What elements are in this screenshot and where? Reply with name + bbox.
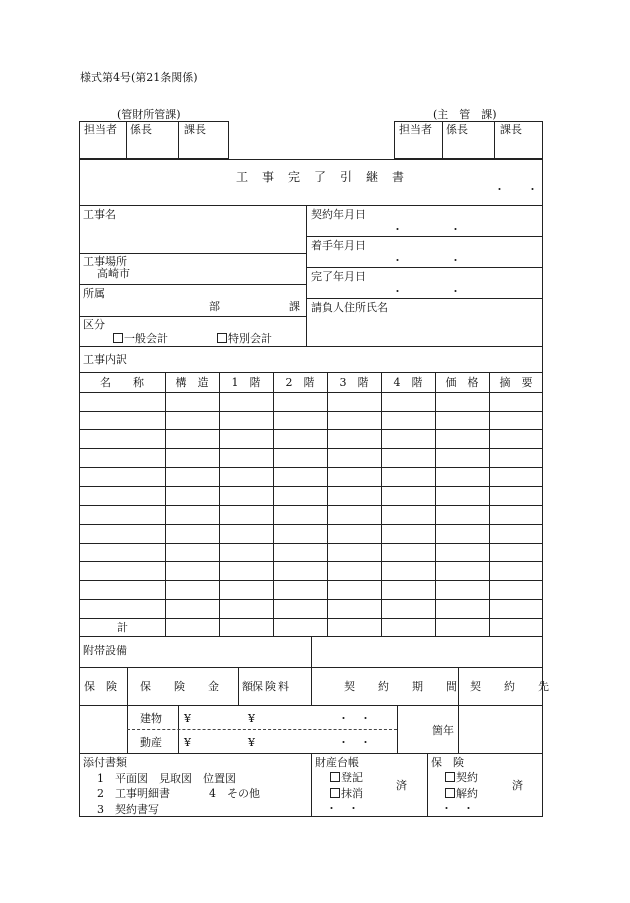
special-account-option[interactable] <box>217 333 272 344</box>
left-dept-label: (管財所管課) <box>117 108 181 121</box>
attachment-item-4: 4 その他 <box>209 787 260 800</box>
deletion-checkbox[interactable] <box>330 788 340 798</box>
section-unit: 課 <box>289 300 300 313</box>
table-row-divider <box>79 543 543 544</box>
table-row-divider <box>79 524 543 525</box>
work-location-label: 工事場所 <box>83 255 127 268</box>
dept-unit: 部 <box>209 300 220 313</box>
approval-left-tanto: 担当者 <box>84 123 117 136</box>
insurance-status-option-contract[interactable] <box>445 772 478 783</box>
general-account-option[interactable] <box>113 333 168 344</box>
insurance-row-building-type: 建物 <box>140 712 162 725</box>
table-row-divider <box>79 448 543 449</box>
insurance-years: 箇年 <box>432 724 454 737</box>
table-row-divider <box>79 429 543 430</box>
contract-date-label: 契約年月日 <box>311 208 366 221</box>
special-account-checkbox[interactable] <box>217 333 227 343</box>
equipment-label: 附帯設備 <box>83 644 127 657</box>
insurance-row-movables-premium: ¥ <box>248 736 255 749</box>
table-row-divider <box>79 505 543 506</box>
completion-date-label: 完了年月日 <box>311 270 366 283</box>
contract-checkbox[interactable] <box>445 772 455 782</box>
insurance-row-movables-type: 動産 <box>140 736 162 749</box>
table-row-divider <box>79 561 543 562</box>
insurance-status-option-cancel[interactable] <box>445 788 478 799</box>
approval-right-kacho: 課長 <box>500 123 522 136</box>
affiliation-label: 所属 <box>83 287 105 300</box>
insurance-header-type: 保 険 <box>84 680 117 693</box>
property-ledger-status: 済 <box>396 779 407 792</box>
breakdown-label: 工事内訳 <box>83 353 127 366</box>
column-header: 1 階 <box>231 376 261 389</box>
table-row-divider <box>79 392 543 393</box>
insurance-header-amount: 保 険 金 額 <box>140 680 259 693</box>
registration-checkbox[interactable] <box>330 772 340 782</box>
insurance-row-building-period: ・ ・ <box>338 712 371 725</box>
approval-right-tanto: 担当者 <box>399 123 432 136</box>
special-account-text: 特別会計 <box>228 332 272 345</box>
insurance-header-contractor: 契 約 先 <box>470 680 555 693</box>
attachment-item-1: 1 平面図 見取図 位置図 <box>97 772 236 785</box>
contract-date-dot-1: ・ <box>392 223 403 236</box>
approval-left-kacho: 課長 <box>184 123 206 136</box>
property-ledger-label: 財産台帳 <box>315 756 359 769</box>
completion-date-dot-2: ・ <box>450 285 461 298</box>
attachments-label: 添付書類 <box>83 756 127 769</box>
attachment-item-2: 2 工事明細書 <box>97 787 170 800</box>
column-header: 価 格 <box>445 376 479 389</box>
insurance-status-dots: ・ ・ <box>441 802 474 815</box>
table-row-divider <box>79 580 543 581</box>
start-date-dot-1: ・ <box>392 254 403 267</box>
column-header: 2 階 <box>285 376 315 389</box>
deletion-text: 抹消 <box>341 787 363 800</box>
insurance-status-label: 保 険 <box>431 756 464 769</box>
table-row-divider <box>79 486 543 487</box>
property-ledger-option-registration[interactable] <box>330 772 363 783</box>
start-date-dot-2: ・ <box>450 254 461 267</box>
registration-text: 登記 <box>341 771 363 784</box>
table-row-divider <box>79 618 543 619</box>
column-header: 構 造 <box>175 376 209 389</box>
contract-text: 契約 <box>456 771 478 784</box>
completion-date-dot-1: ・ <box>392 285 403 298</box>
column-header: 摘 要 <box>499 376 533 389</box>
table-row-divider <box>79 599 543 600</box>
insurance-row-movables-amount: ¥ <box>184 736 191 749</box>
property-ledger-option-deletion[interactable] <box>330 788 363 799</box>
insurance-row-building-amount: ¥ <box>184 712 191 725</box>
general-account-text: 一般会計 <box>124 332 168 345</box>
category-label: 区分 <box>83 318 105 331</box>
cancel-text: 解約 <box>456 787 478 800</box>
approval-right-kakaricho: 係長 <box>446 123 468 136</box>
form-number: 様式第4号(第21条関係) <box>80 71 198 84</box>
start-date-label: 着手年月日 <box>311 239 366 252</box>
table-row-divider <box>79 411 543 412</box>
insurance-status-status: 済 <box>512 779 523 792</box>
column-header: 4 階 <box>393 376 423 389</box>
column-header: 3 階 <box>339 376 369 389</box>
work-name-label: 工事名 <box>83 208 116 221</box>
attachment-item-3: 3 契約書写 <box>97 803 159 816</box>
insurance-row-building-premium: ¥ <box>248 712 255 725</box>
contract-date-dot-2: ・ <box>450 223 461 236</box>
insurance-header-period: 契 約 期 間 <box>344 680 463 693</box>
work-location-value: 高崎市 <box>97 267 130 280</box>
cancel-checkbox[interactable] <box>445 788 455 798</box>
column-header: 名 称 <box>100 376 144 389</box>
approval-left-kakaricho: 係長 <box>130 123 152 136</box>
total-label: 計 <box>117 621 128 634</box>
general-account-checkbox[interactable] <box>113 333 123 343</box>
table-row-divider <box>79 467 543 468</box>
insurance-row-movables-period: ・ ・ <box>338 736 371 749</box>
contractor-label: 請負人住所氏名 <box>311 301 388 314</box>
right-dept-label: (主 管 課) <box>433 108 497 121</box>
property-ledger-dots: ・ ・ <box>326 802 359 815</box>
document-title: 工事完了引継書 <box>236 170 419 184</box>
insurance-header-premium: 保険料 <box>252 680 291 693</box>
title-date-dots: ・ ・ <box>494 183 538 196</box>
